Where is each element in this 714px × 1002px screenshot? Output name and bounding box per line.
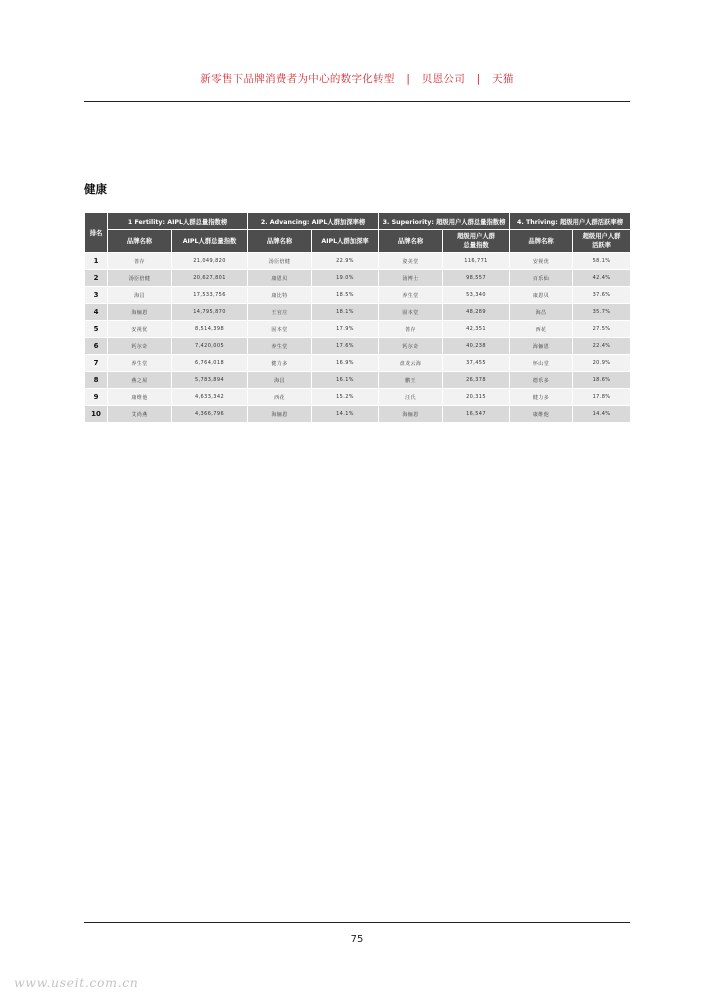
header-title: 新零售下品牌消费者为中心的数字化转型 — [200, 73, 395, 85]
table-cell: 18.6% — [573, 372, 631, 389]
table-cell: 16.1% — [312, 372, 379, 389]
column-header: 品牌名称 — [510, 230, 573, 253]
table-cell: 42,351 — [443, 321, 510, 338]
table-cell: 康恩贝 — [248, 270, 312, 287]
table-cell: 海俪恩 — [248, 406, 312, 423]
header-rule — [84, 101, 630, 102]
table-row — [85, 253, 631, 270]
table-cell: 17.6% — [312, 338, 379, 355]
column-header: 超级用户人群 总量指数 — [443, 230, 510, 253]
table-cell: 善存 — [108, 253, 172, 270]
group-header-superiority: 3. Superiority: 超级用户人群总量指数榜 — [379, 213, 510, 230]
table-cell: 康恩贝 — [510, 287, 573, 304]
table-cell: 固本堂 — [379, 304, 443, 321]
table-cell: 安视优 — [510, 253, 573, 270]
table-cell: 健力多 — [510, 389, 573, 406]
table-cell: 德乐多 — [510, 372, 573, 389]
table-cell: 22.4% — [573, 338, 631, 355]
table-cell: 怀山堂 — [510, 355, 573, 372]
column-header: 品牌名称 — [108, 230, 172, 253]
page-header — [84, 71, 630, 86]
header-separator: | — [476, 73, 481, 85]
table-row — [85, 338, 631, 355]
table-cell: 艾尚燕 — [108, 406, 172, 423]
rank-cell: 1 — [85, 253, 108, 270]
rank-cell: 3 — [85, 287, 108, 304]
table-body — [85, 253, 631, 423]
table-cell: 4,633,342 — [172, 389, 248, 406]
table-row — [85, 372, 631, 389]
table-cell: 20,627,801 — [172, 270, 248, 287]
rank-cell: 7 — [85, 355, 108, 372]
column-header: 超级用户人群 活跃率 — [573, 230, 631, 253]
table-cell: 汤臣倍健 — [108, 270, 172, 287]
table-cell: 汤臣倍健 — [248, 253, 312, 270]
rank-cell: 10 — [85, 406, 108, 423]
table-cell: 58.1% — [573, 253, 631, 270]
column-header: 品牌名称 — [248, 230, 312, 253]
ranking-table — [84, 212, 631, 423]
rank-cell: 6 — [85, 338, 108, 355]
table-cell: 汤博士 — [379, 270, 443, 287]
table-cell: 42.4% — [573, 270, 631, 287]
table-cell: 8,514,398 — [172, 321, 248, 338]
table-cell: 14.4% — [573, 406, 631, 423]
table-cell: 20.9% — [573, 355, 631, 372]
group-header-advancing: 2. Advancing: AIPL人群加深率榜 — [248, 213, 379, 230]
section-title: 健康 — [84, 182, 107, 196]
table-cell: 海俪恩 — [379, 406, 443, 423]
rank-cell: 4 — [85, 304, 108, 321]
rank-cell: 2 — [85, 270, 108, 287]
table-cell: 19.0% — [312, 270, 379, 287]
table-cell: 17,533,756 — [172, 287, 248, 304]
table-cell: 安视优 — [108, 321, 172, 338]
table-cell: 37,455 — [443, 355, 510, 372]
table-row — [85, 270, 631, 287]
table-cell: 37.6% — [573, 287, 631, 304]
table-cell: 27.5% — [573, 321, 631, 338]
table-cell: 14.1% — [312, 406, 379, 423]
table-cell: 5,783,894 — [172, 372, 248, 389]
table-cell: 百乐仙 — [510, 270, 573, 287]
table-row — [85, 406, 631, 423]
column-header: AIPL人群总量指数 — [172, 230, 248, 253]
header-company: 贝恩公司 — [421, 73, 465, 85]
table-cell: 6,764,018 — [172, 355, 248, 372]
table-cell: 康比特 — [248, 287, 312, 304]
header-partner: 天猫 — [492, 73, 514, 85]
rank-cell: 8 — [85, 372, 108, 389]
table-cell: 善存 — [379, 321, 443, 338]
table-cell: 养生堂 — [108, 355, 172, 372]
table-cell: 西花 — [248, 389, 312, 406]
table-cell: 康维他 — [510, 406, 573, 423]
group-header-thriving: 4. Thriving: 超级用户人群活跃率榜 — [510, 213, 631, 230]
table-cell: 40,238 — [443, 338, 510, 355]
table-cell: 4,366,796 — [172, 406, 248, 423]
table-cell: 钙尔奇 — [108, 338, 172, 355]
table-cell: 海昌 — [510, 304, 573, 321]
table-cell: 20,315 — [443, 389, 510, 406]
table-cell: 26,378 — [443, 372, 510, 389]
table-cell: 养生堂 — [248, 338, 312, 355]
table-cell: 21,049,820 — [172, 253, 248, 270]
table-cell: 35.7% — [573, 304, 631, 321]
table-cell: 汪氏 — [379, 389, 443, 406]
rank-header: 排名 — [85, 213, 108, 253]
table-cell: 海昌 — [108, 287, 172, 304]
table-cell: 17.9% — [312, 321, 379, 338]
table-cell: 康维他 — [108, 389, 172, 406]
table-cell: 18.5% — [312, 287, 379, 304]
table-cell: 16,547 — [443, 406, 510, 423]
table-cell: 98,557 — [443, 270, 510, 287]
table-cell: 7,420,005 — [172, 338, 248, 355]
column-header: AIPL人群加深率 — [312, 230, 379, 253]
page-number: 75 — [350, 934, 364, 945]
table-cell: 53,340 — [443, 287, 510, 304]
header-separator: | — [406, 73, 411, 85]
table-row — [85, 304, 631, 321]
column-header: 品牌名称 — [379, 230, 443, 253]
table-row — [85, 355, 631, 372]
table-cell: 盘龙云海 — [379, 355, 443, 372]
rank-cell: 9 — [85, 389, 108, 406]
table-cell: 海俪恩 — [108, 304, 172, 321]
table-cell: 15.2% — [312, 389, 379, 406]
table-cell: 养生堂 — [379, 287, 443, 304]
table-cell: 健力多 — [248, 355, 312, 372]
table-cell: 18.1% — [312, 304, 379, 321]
table-cell: 钙尔奇 — [379, 338, 443, 355]
table-cell: 王官庄 — [248, 304, 312, 321]
table-row — [85, 389, 631, 406]
table-cell: 14,795,870 — [172, 304, 248, 321]
table-cell: 16.9% — [312, 355, 379, 372]
table-row — [85, 287, 631, 304]
table-cell: 燕之屋 — [108, 372, 172, 389]
table-cell: 鹏王 — [379, 372, 443, 389]
table-cell: 海俪恩 — [510, 338, 573, 355]
table-cell: 海昌 — [248, 372, 312, 389]
table-cell: 姿美堂 — [379, 253, 443, 270]
table-row — [85, 321, 631, 338]
footer-rule — [84, 922, 630, 923]
table-cell: 22.9% — [312, 253, 379, 270]
table-cell: 17.8% — [573, 389, 631, 406]
table-cell: 48,289 — [443, 304, 510, 321]
watermark: www.useit.com.cn — [14, 975, 139, 990]
table-cell: 固本堂 — [248, 321, 312, 338]
group-header-fertility: 1 Fertility: AIPL人群总量指数榜 — [108, 213, 248, 230]
table-cell: 西花 — [510, 321, 573, 338]
table-cell: 116,771 — [443, 253, 510, 270]
rank-cell: 5 — [85, 321, 108, 338]
